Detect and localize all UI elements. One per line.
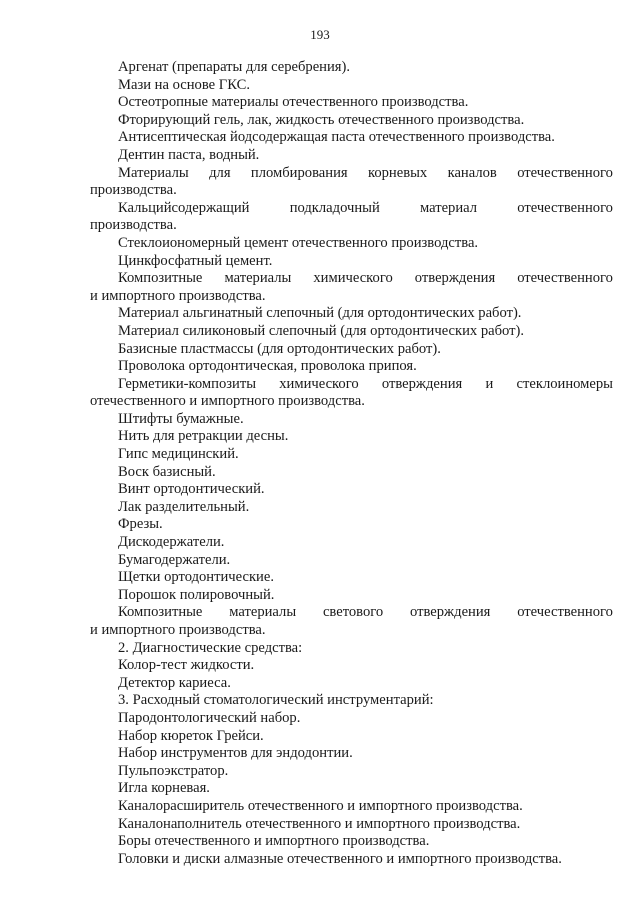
word: Герметики-композиты — [118, 375, 257, 392]
list-item: Дентин паста, водный. — [118, 146, 260, 163]
word: химического — [313, 270, 393, 287]
list-item: Штифты бумажные. — [118, 410, 244, 427]
list-item — [90, 604, 613, 639]
list-item: Стеклоиономерный цемент отечественного производства. — [118, 234, 479, 251]
list-item: Материал альгинатный слепочный (для ортодонтических работ). — [118, 305, 522, 322]
list-item-first-line — [90, 200, 613, 218]
list-item: Остеотропные материалы отечественного производства. — [118, 94, 469, 111]
list-item: Боры отечественного и импортного производства. — [118, 833, 430, 850]
word: отечественного — [517, 199, 613, 216]
word: материалы — [229, 604, 297, 621]
word: отечественного — [517, 270, 613, 287]
list-item: Набор инструментов для эндодонтии. — [118, 745, 353, 762]
list-item: Порошок полировочный. — [118, 586, 275, 603]
list-item: Базисные пластмассы (для ортодонтических работ). — [118, 340, 441, 357]
list-item: Аргенат (препараты для серебрения). — [118, 59, 351, 75]
list-item: Бумагодержатели. — [118, 551, 231, 568]
word: корневых — [367, 164, 428, 181]
word: материалы — [224, 270, 292, 287]
list-item — [90, 270, 613, 305]
word: отечественного — [517, 164, 613, 181]
word: для — [209, 164, 231, 181]
word: отверждения — [410, 604, 491, 621]
list-item: Набор кюреток Грейси. — [118, 727, 264, 744]
word: и — [485, 375, 494, 392]
word: отверждения — [381, 375, 463, 392]
list-item-continuation: и импортного производства. — [90, 287, 266, 304]
list-item: Головки и диски алмазные отечественного и импортного производства. — [118, 850, 562, 867]
list-item: Цинкфосфатный цемент. — [118, 252, 273, 269]
list-item: Фрезы. — [118, 516, 163, 533]
list-item: Нить для ретракции десны. — [118, 428, 289, 445]
list-item — [90, 200, 613, 235]
word: каналов — [447, 164, 497, 181]
word: Материалы — [118, 164, 189, 181]
list-item: Дискодержатели. — [118, 534, 225, 551]
list-item: Колор-тест жидкости. — [118, 657, 255, 674]
list-item: Проволока ортодонтическая, проволока припоя. — [118, 358, 417, 375]
word: стеклоиномеры — [516, 375, 613, 392]
page-number: 193 — [310, 27, 330, 42]
list-item: Пародонтологический набор. — [118, 709, 301, 726]
list-item-first-line — [90, 604, 613, 622]
list-item — [90, 165, 613, 200]
list-item: Каналорасширитель отечественного и импортного производства. — [118, 797, 523, 814]
word: Композитные — [118, 604, 203, 621]
list-item: Винт ортодонтический. — [118, 481, 265, 498]
word: отечественного — [517, 604, 613, 621]
list-item: Антисептическая йодсодержащая паста отечественного производства. — [118, 129, 555, 146]
list-item — [90, 376, 613, 411]
list-item-continuation: производства. — [90, 182, 177, 199]
list-item-continuation: и импортного производства. — [90, 622, 266, 638]
word: Композитные — [118, 270, 203, 287]
word: подкладочный — [289, 199, 380, 216]
list-item: Щетки ортодонтические. — [118, 569, 274, 586]
list-item: Воск базисный. — [118, 463, 216, 480]
list-item: Гипс медицинский. — [118, 446, 239, 463]
word: химического — [279, 375, 359, 392]
word: светового — [322, 604, 384, 621]
list-item: Фторирующий гель, лак, жидкость отечественного производства. — [118, 111, 525, 128]
list-item: Пульпоэкстратор. — [118, 762, 229, 779]
list-item: Детектор кариеса. — [118, 674, 231, 691]
list-item: 2. Диагностические средства: — [118, 639, 303, 656]
word: отверждения — [414, 270, 496, 287]
word: Кальцийсодержащий — [118, 199, 250, 216]
list-item-continuation: отечественного и импортного производства. — [90, 393, 365, 410]
list-item: Игла корневая. — [118, 780, 210, 797]
word: материал — [419, 199, 478, 216]
list-item: Мази на основе ГКС. — [118, 76, 250, 93]
list-item: 3. Расходный стоматологический инструментарий: — [118, 692, 434, 709]
list-item: Лак разделительный. — [118, 498, 250, 515]
list-item-first-line — [90, 270, 613, 288]
word: пломбирования — [250, 164, 348, 181]
list-item-first-line — [90, 165, 613, 183]
document-body — [90, 59, 613, 868]
list-item: Материал силиконовый слепочный (для ортодонтических работ). — [118, 322, 525, 339]
list-item-continuation: производства. — [90, 217, 177, 234]
list-item-first-line — [90, 376, 613, 394]
list-item: Каналонаполнитель отечественного и импортного производства. — [118, 815, 521, 832]
